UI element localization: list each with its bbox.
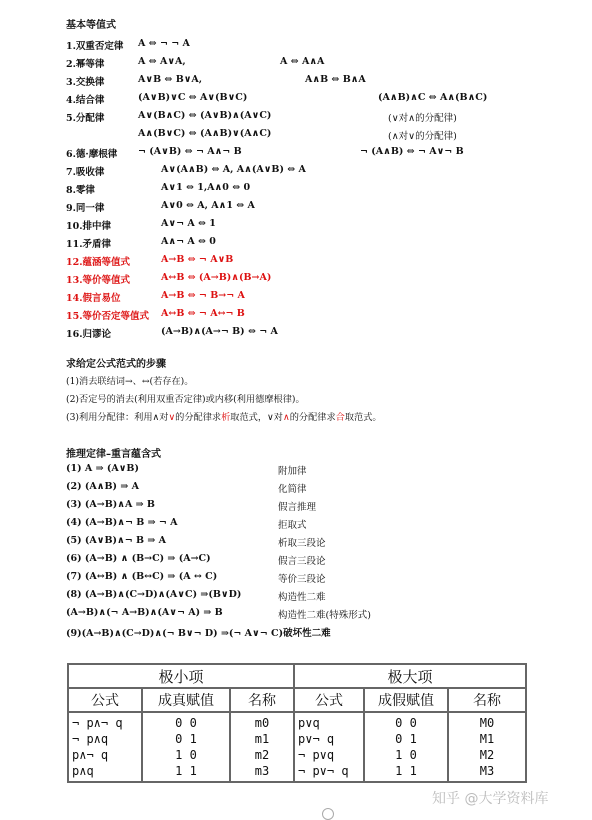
- law-formula: A∨¬ A ⇔ 1: [161, 218, 216, 229]
- inference-name: 等价三段论: [278, 574, 326, 585]
- inference-row: [66, 607, 371, 621]
- law-formula: (A→B)∧(A→¬ B) ⇔ ¬ A: [161, 326, 278, 337]
- inference-formula: (3) (A→B)∧A ⇒ B: [66, 499, 155, 510]
- law-label: 6.德·摩根律: [66, 149, 118, 160]
- table-cell-line: ¬ p∨q: [298, 748, 335, 762]
- law-label: 11.矛盾律: [66, 239, 112, 250]
- col-name: 名称: [448, 688, 526, 712]
- table-cell-line: 0 1: [395, 732, 417, 746]
- step-3-highlight: 合: [335, 412, 345, 423]
- law-formula: A↔B ⇔ (A→B)∧(B→A): [161, 272, 272, 283]
- minterm-maxterm-table: [67, 663, 527, 783]
- step-2: (2)否定号的消去(利用双重否定律)或内移(利用德摩根律)。: [66, 394, 305, 405]
- watermark: 知乎 @大学资料库: [432, 791, 549, 807]
- inference-name: 构造性二难(特殊形式): [278, 610, 371, 621]
- table-cell-line: 1 0: [395, 748, 417, 762]
- step-3-part: 取范式，∨对: [230, 412, 283, 423]
- table-cell-line: p∨q: [298, 716, 320, 730]
- table-cell-line: 1 1: [395, 764, 417, 778]
- col-true-assignment: 成真赋值: [142, 688, 230, 712]
- section-inference-title: 推理定律–重言蕴含式: [66, 449, 161, 460]
- table-cell-line: m3: [254, 764, 270, 778]
- law-formula-2: (A∧B)∧C ⇔ A∧(B∧C): [378, 92, 488, 103]
- law-label: 8.零律: [66, 185, 95, 196]
- inference-formula: (4) (A→B)∧¬ B ⇒ ¬ A: [66, 517, 178, 528]
- inference-name: 构造性二难: [278, 592, 326, 603]
- table-cell-line: 1 0: [175, 748, 197, 762]
- step-3-part: 取范式。: [344, 412, 382, 423]
- col-name: 名称: [230, 688, 294, 712]
- table-cell-line: m2: [254, 748, 270, 762]
- law-label: 12.蕴涵等值式: [66, 257, 131, 268]
- law-label: 10.排中律: [66, 221, 112, 232]
- inference-row: [66, 499, 317, 513]
- inference-formula: (9)(A→B)∧(C→D)∧(¬ B∨¬ D) ⇒(¬ A∨¬ C)破坏性二难: [66, 628, 331, 639]
- step-3-part: 的分配律求: [175, 412, 222, 423]
- inference-formula: (8) (A→B)∧(C→D)∧(A∨C) ⇒(B∨D): [66, 589, 242, 600]
- step-3-highlight: 析: [221, 412, 231, 423]
- inference-formula: (2) (A∧B) ⇒ A: [66, 481, 139, 492]
- step-3: [66, 409, 382, 423]
- table-cell-line: ¬ p∧q: [72, 732, 109, 746]
- inference-row: [66, 571, 326, 585]
- law-formula: ¬ (A∨B) ⇔ ¬ A∧¬ B: [138, 146, 242, 157]
- table-cell-line: 1 1: [175, 764, 197, 778]
- table-cell-line: p∨¬ q: [298, 732, 335, 746]
- law-label: 7.吸收律: [66, 167, 105, 178]
- law-formula: A→B ⇔ ¬ B→¬ A: [161, 290, 245, 301]
- inference-row: [66, 481, 307, 495]
- inference-name: 附加律: [278, 466, 307, 477]
- table-cell-line: 0 0: [175, 716, 197, 730]
- law-formula: A∨0 ⇔ A, A∧1 ⇔ A: [161, 200, 255, 211]
- table-cell-line: M3: [479, 764, 495, 778]
- law-label: 2.幂等律: [66, 59, 105, 70]
- maxterm-names: [448, 712, 526, 782]
- table-cell-line: m0: [254, 716, 270, 730]
- minterm-true-values: [142, 712, 230, 782]
- law-formula: A∨B ⇔ B∨A,: [138, 74, 203, 85]
- law-formula: A∧¬ A ⇔ 0: [161, 236, 216, 247]
- table-cell-line: M2: [479, 748, 495, 762]
- minterm-names: [230, 712, 294, 782]
- col-formula: 公式: [294, 688, 364, 712]
- maxterm-header: 极大项: [294, 664, 526, 688]
- law-label: 9.同一律: [66, 203, 105, 214]
- table-cell-line: M1: [479, 732, 495, 746]
- law-formula: A∨1 ⇔ 1,A∧0 ⇔ 0: [161, 182, 251, 193]
- law-formula: A∨(A∧B) ⇔ A, A∧(A∨B) ⇔ A: [161, 164, 306, 175]
- law-label: 3.交换律: [66, 77, 105, 88]
- law-label: 1.双重否定律: [66, 41, 124, 52]
- inference-row: [66, 517, 307, 531]
- law-formula: A∨(B∧C) ⇔ (A∨B)∧(A∨C): [138, 110, 272, 121]
- table-cell-line: m1: [254, 732, 270, 746]
- table-cell-line: ¬ p∨¬ q: [298, 764, 349, 778]
- table-cell-line: 0 0: [395, 716, 417, 730]
- law-label: 15.等价否定等值式: [66, 311, 150, 322]
- maxterm-false-values: [364, 712, 448, 782]
- law-formula: (A∨B)∨C ⇔ A∨(B∨C): [138, 92, 248, 103]
- inference-formula: (7) (A↔B) ∧ (B↔C) ⇒ (A ↔ C): [66, 571, 218, 582]
- law-formula: A∧(B∨C) ⇔ (A∧B)∨(A∧C): [138, 128, 272, 139]
- table-cell-line: 0 1: [175, 732, 197, 746]
- inference-formula: (5) (A∨B)∧¬ B ⇒ A: [66, 535, 166, 546]
- col-formula: 公式: [68, 688, 142, 712]
- step-3-part: 的分配律求: [289, 412, 336, 423]
- inference-formula: (6) (A→B) ∧ (B→C) ⇒ (A→C): [66, 553, 211, 564]
- law-formula: A→B ⇔ ¬ A∨B: [161, 254, 234, 265]
- inference-formula: (1) A ⇒ (A∨B): [66, 463, 139, 474]
- law-label: 16.归谬论: [66, 329, 112, 340]
- inference-row: [66, 553, 326, 567]
- inference-row: [66, 625, 331, 639]
- law-label: 4.结合律: [66, 95, 105, 106]
- law-formula-2: A ⇔ A∧A: [280, 56, 325, 67]
- section-basic-equivalences-title: 基本等值式: [66, 20, 116, 31]
- inference-name: 化简律: [278, 484, 307, 495]
- step-3-part: (3)利用分配律：利用∧对: [66, 412, 169, 423]
- inference-name: 析取三段论: [278, 538, 326, 549]
- section-normal-form-title: 求给定公式范式的步骤: [66, 359, 166, 370]
- col-false-assignment: 成假赋值: [364, 688, 448, 712]
- table-cell-line: ¬ p∧¬ q: [72, 716, 123, 730]
- step-3-highlight: ∧: [282, 412, 290, 423]
- table-cell-line: M0: [479, 716, 495, 730]
- inference-name: 假言三段论: [278, 556, 326, 567]
- law-formula-2: (∧对∨的分配律): [388, 131, 457, 142]
- inference-row: [66, 589, 326, 603]
- page-dot-icon: [322, 808, 334, 820]
- inference-row: [66, 463, 307, 477]
- table-cell-line: p∧q: [72, 764, 94, 778]
- inference-name: 假言推理: [278, 502, 317, 513]
- law-label: 14.假言易位: [66, 293, 121, 304]
- law-formula: A ⇔ ¬ ¬ A: [138, 38, 190, 49]
- law-label: 5.分配律: [66, 113, 105, 124]
- step-3-highlight: ∨: [168, 412, 176, 423]
- law-label: 13.等价等值式: [66, 275, 131, 286]
- law-formula: A↔B ⇔ ¬ A↔¬ B: [161, 308, 245, 319]
- law-formula-2: A∧B ⇔ B∧A: [305, 74, 366, 85]
- inference-formula: (A→B)∧(¬ A→B)∧(A∨¬ A) ⇒ B: [66, 607, 223, 618]
- table-cell-line: p∧¬ q: [72, 748, 109, 762]
- minterm-header: 极小项: [68, 664, 294, 688]
- law-formula-2: ¬ (A∧B) ⇔ ¬ A∨¬ B: [360, 146, 464, 157]
- law-formula: A ⇔ A∨A,: [138, 56, 186, 67]
- minterm-formulas: [68, 712, 142, 782]
- inference-row: [66, 535, 326, 549]
- inference-name: 拒取式: [278, 520, 307, 531]
- law-formula-2: (∨对∧的分配律): [388, 113, 457, 124]
- step-1: (1)消去联结词→、↔(若存在)。: [66, 376, 194, 387]
- maxterm-formulas: [294, 712, 364, 782]
